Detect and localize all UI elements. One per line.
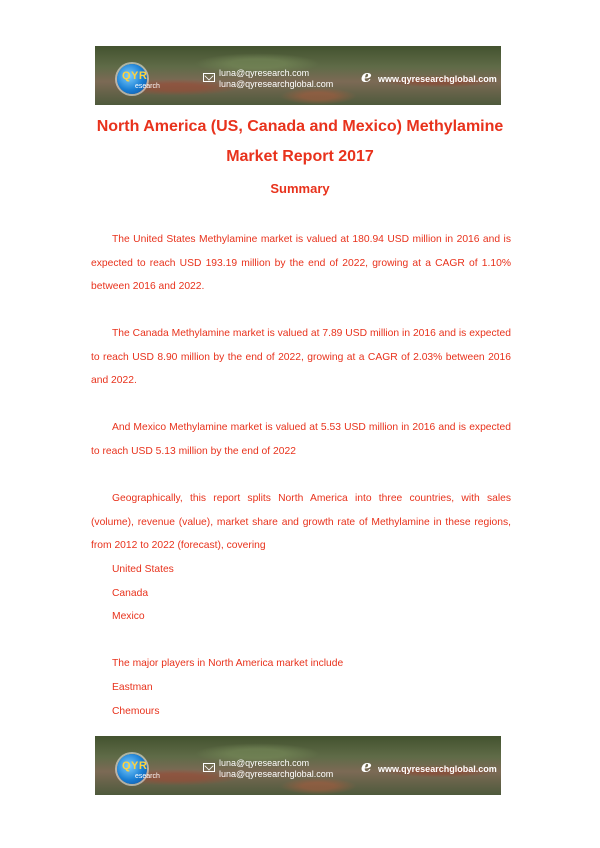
envelope-icon bbox=[203, 73, 215, 82]
report-title-line-2: Market Report 2017 bbox=[226, 148, 374, 165]
email-link-1[interactable]: luna@qyresearch.com bbox=[219, 68, 310, 78]
list-item-player: Eastman bbox=[112, 682, 153, 693]
internet-explorer-e-icon: e bbox=[361, 757, 372, 777]
list-item-country: Mexico bbox=[112, 611, 145, 622]
paragraph-geography: Geographically, this report splits North America into three countries, with sales (volume), revenue (value), market share and growth rate of Methylamine in these regions, from 2012 to 2022 (forecast), covering bbox=[91, 493, 511, 551]
email-link-2[interactable]: luna@qyresearchglobal.com bbox=[219, 769, 334, 779]
website-link[interactable]: www.qyresearchglobal.com bbox=[378, 764, 497, 774]
list-item-country: United States bbox=[112, 564, 174, 575]
envelope-icon bbox=[203, 763, 215, 772]
report-title-line-1: North America (US, Canada and Mexico) Methylamine bbox=[96, 118, 504, 135]
email-link-2[interactable]: luna@qyresearchglobal.com bbox=[219, 79, 334, 89]
paragraph-us-market: The United States Methylamine market is valued at 180.94 USD million in 2016 and is expected to reach USD 193.19 million by the end of 2022, growing at a CAGR of 1.10% between 2016 and 2022. bbox=[91, 234, 511, 292]
email-link-1[interactable]: luna@qyresearch.com bbox=[219, 758, 310, 768]
header-banner bbox=[95, 46, 501, 105]
list-item-country: Canada bbox=[112, 588, 149, 599]
summary-heading: Summary bbox=[270, 181, 330, 196]
logo-text: QYR bbox=[122, 70, 148, 82]
logo-text: QYR bbox=[122, 760, 148, 772]
paragraph-mexico-market: And Mexico Methylamine market is valued at 5.53 USD million in 2016 and is expected to reach USD 5.13 million by the end of 2022 bbox=[91, 422, 511, 457]
paragraph-canada-market: The Canada Methylamine market is valued at 7.89 USD million in 2016 and is expected to reach USD 8.90 million by the end of 2022, growing at a CAGR of 2.03% between 2016 and 2022. bbox=[91, 328, 511, 386]
logo-subtext: esearch bbox=[135, 83, 160, 90]
logo-subtext: esearch bbox=[135, 773, 160, 780]
website-link[interactable]: www.qyresearchglobal.com bbox=[378, 74, 497, 84]
internet-explorer-e-icon: e bbox=[361, 67, 372, 87]
footer-banner bbox=[95, 736, 501, 795]
players-intro: The major players in North America market include bbox=[112, 658, 344, 669]
list-item-player: Chemours bbox=[112, 706, 160, 717]
